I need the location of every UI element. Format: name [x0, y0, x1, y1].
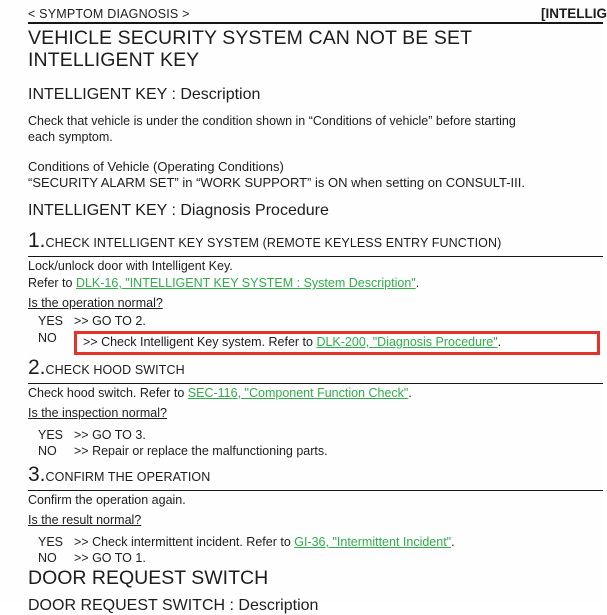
next-section-title: DOOR REQUEST SWITCH [28, 567, 269, 589]
step3-yes-action [74, 535, 455, 550]
step1-no-label: NO [38, 331, 57, 345]
step3-no-label: NO [38, 551, 57, 565]
step3-yes-label: YES [38, 535, 64, 549]
step1-yes-label: YES [38, 314, 64, 328]
step1-no-row [28, 331, 603, 355]
step1-refer-suffix: . [415, 276, 420, 290]
step2-rule [28, 383, 603, 384]
step2-yes-label: YES [38, 428, 64, 442]
step3-yes-action-prefix: >> Check intermittent incident. Refer to [74, 535, 295, 549]
description-heading: INTELLIGENT KEY : Description [28, 86, 261, 103]
step3-no-row [28, 551, 603, 566]
conditions-body: “SECURITY ALARM SET” in “WORK SUPPORT” is ON when setting on CONSULT-III. [28, 175, 526, 190]
step1-title-row [28, 228, 603, 253]
page-title-line1: VEHICLE SECURITY SYSTEM CAN NOT BE SET [28, 27, 473, 49]
link-dlk-16[interactable]: DLK-16, "INTELLIGENT KEY SYSTEM : System Description" [75, 276, 416, 290]
step1-yes-row [28, 314, 603, 329]
page-header [28, 0, 607, 21]
step1-number: 1. [28, 229, 46, 252]
step2-title: CHECK HOOD SWITCH [45, 363, 185, 377]
step2-no-label: NO [38, 444, 57, 458]
header-section-label: [INTELLIG [541, 6, 607, 21]
link-gi-36[interactable]: GI-36, "Intermittent Incident" [294, 535, 452, 549]
step2-no-action: >> Repair or replace the malfunctioning parts. [74, 444, 328, 458]
highlight-box [74, 331, 600, 355]
step1-instruction: Lock/unlock door with Intelligent Key. [28, 259, 233, 273]
step2-refer-prefix: Check hood switch. Refer to [28, 386, 188, 400]
step1-title: CHECK INTELLIGENT KEY SYSTEM (REMOTE KEYLESS ENTRY FUNCTION) [45, 236, 502, 250]
link-dlk-200[interactable]: DLK-200, "Diagnosis Procedure" [316, 335, 498, 349]
breadcrumb: < SYMPTOM DIAGNOSIS > [28, 7, 190, 21]
step2-yes-action: >> GO TO 3. [74, 428, 146, 442]
step2-question: Is the inspection normal? [28, 406, 167, 420]
step2-refer-suffix: . [408, 386, 412, 400]
page-title-line2: INTELLIGENT KEY [28, 49, 200, 71]
step1-refer-line [28, 276, 603, 291]
step1-no-action-prefix: >> Check Intelligent Key system. Refer to [83, 335, 317, 349]
step3-rule [28, 490, 603, 491]
conditions-title: Conditions of Vehicle (Operating Conditions) [28, 159, 284, 174]
step3-question: Is the result normal? [28, 513, 142, 527]
step3-yes-row [28, 535, 603, 550]
page-content [28, 0, 607, 615]
description-paragraph-line1: Check that vehicle is under the condition shown in “Conditions of vehicle” before starting [28, 114, 516, 128]
step3-number: 3. [28, 463, 46, 486]
step3-title: CONFIRM THE OPERATION [45, 470, 211, 484]
step1-rule [28, 256, 603, 257]
diagnosis-heading: INTELLIGENT KEY : Diagnosis Procedure [28, 202, 329, 219]
step2-no-row [28, 444, 603, 459]
step2-number: 2. [28, 356, 46, 379]
step1-question: Is the operation normal? [28, 296, 163, 310]
step3-no-action: >> GO TO 1. [74, 551, 146, 565]
step2-yes-row [28, 428, 603, 443]
step1-yes-action: >> GO TO 2. [74, 314, 146, 328]
step1-no-action-suffix: . [497, 335, 502, 349]
next-section-subheading: DOOR REQUEST SWITCH : Description [28, 597, 319, 614]
header-rule [28, 22, 603, 24]
step3-title-row [28, 462, 603, 487]
step1-refer-prefix: Refer to [28, 276, 76, 290]
step3-instruction: Confirm the operation again. [28, 493, 186, 507]
step2-refer-line [28, 386, 603, 401]
step3-yes-action-suffix: . [451, 535, 455, 549]
step2-title-row [28, 355, 603, 380]
description-paragraph-line2: each symptom. [28, 130, 113, 144]
link-sec-116[interactable]: SEC-116, "Component Function Check" [187, 386, 409, 400]
